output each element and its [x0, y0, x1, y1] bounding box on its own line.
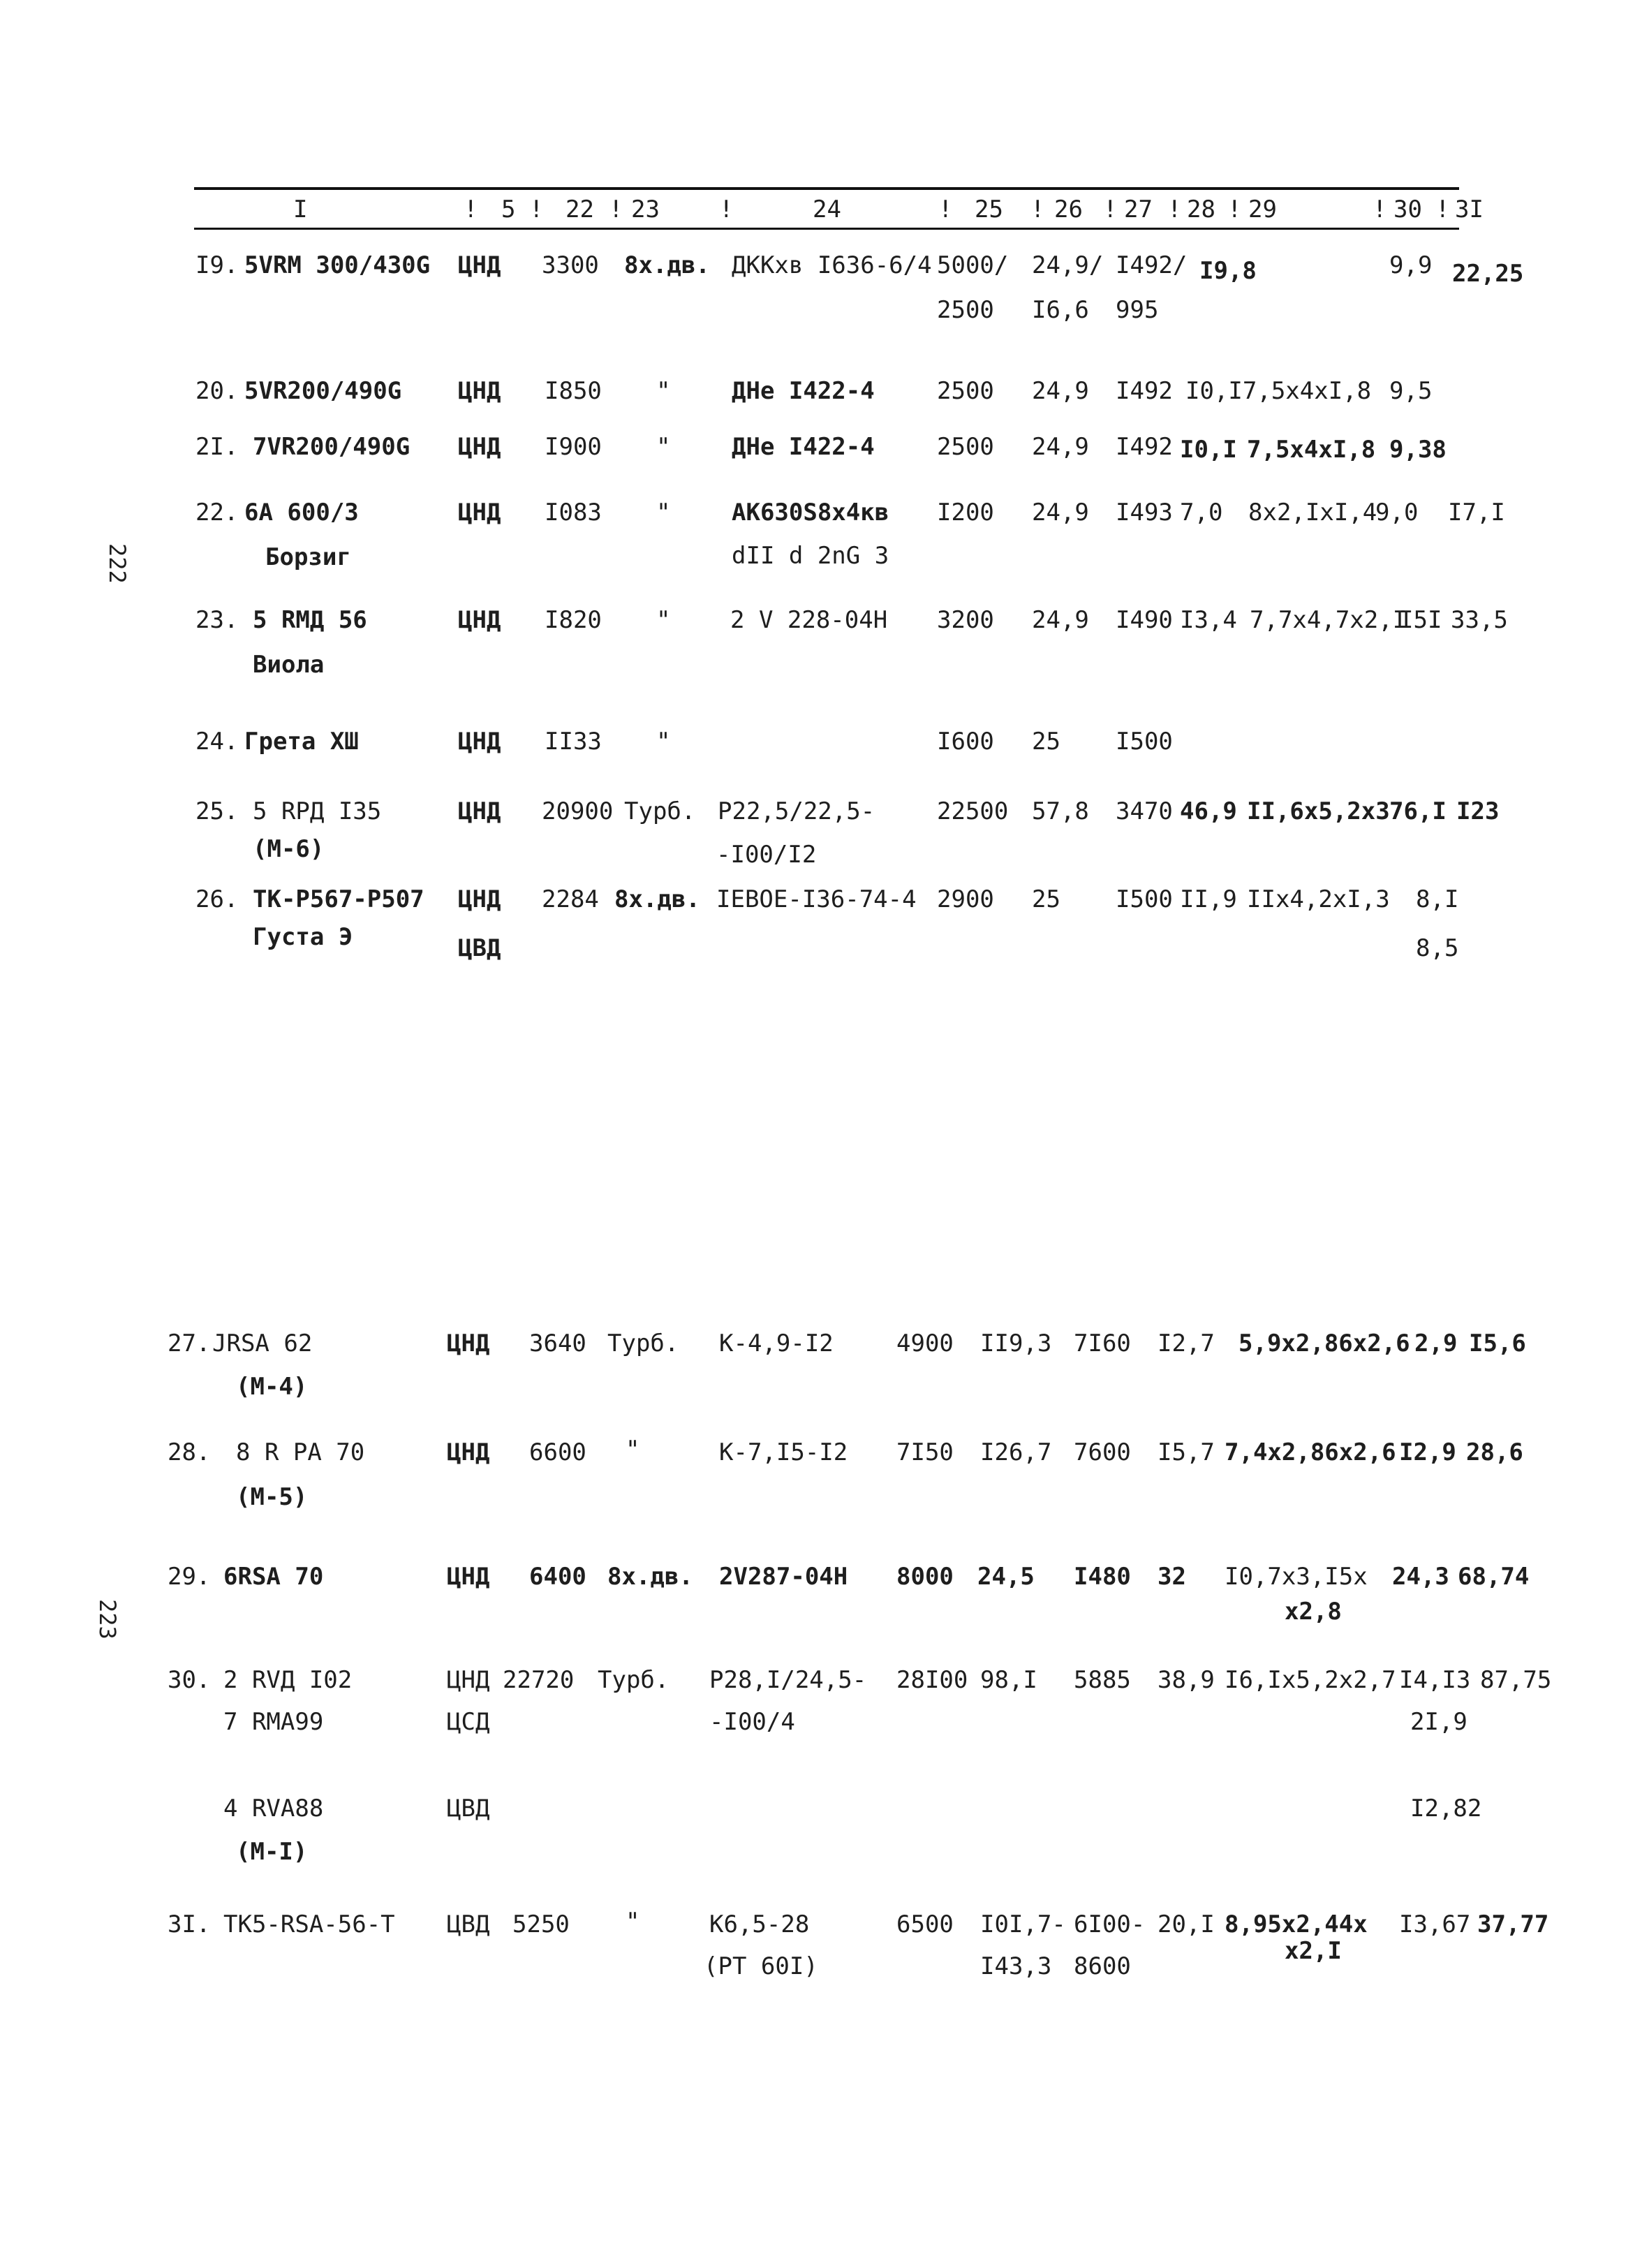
row-number: 28. — [168, 1438, 211, 1466]
cell-c27: 995 — [1116, 296, 1159, 324]
cell-c26: II9,3 — [980, 1330, 1052, 1357]
row-number: 3I. — [168, 1910, 211, 1938]
cell-c5: ЦНД — [458, 251, 501, 279]
cell-c25: 22500 — [937, 797, 1009, 825]
cell-c29: 8x2,IxI,4 — [1248, 499, 1377, 526]
cell-c22: I820 — [545, 606, 602, 634]
header-col-1: I — [293, 196, 308, 223]
cell-c24-line2: -I00/4 — [709, 1708, 795, 1736]
cell-c29-line2: x2,I — [1285, 1937, 1342, 1965]
cell-c31: 87,75 — [1480, 1666, 1552, 1694]
cell-c27: I490 — [1116, 606, 1173, 634]
cell-c31: 37,77 — [1477, 1910, 1549, 1938]
machine-name: 6A 600/3 — [244, 499, 359, 526]
cell-c27: 7I60 — [1074, 1330, 1131, 1357]
cell-c26: I0I,7- — [980, 1910, 1066, 1938]
cell-c28: 20,I — [1158, 1910, 1215, 1938]
machine-name: Грета ХШ — [244, 728, 359, 756]
cell-c27: I500 — [1116, 728, 1173, 756]
cell-c29: IIx4,2xI,3 — [1247, 885, 1390, 913]
header-sep: ! — [1227, 196, 1242, 223]
cell-c30: I5I — [1399, 606, 1442, 634]
cell-c26: 24,9 — [1032, 606, 1089, 634]
machine-name: ТК5-RSA-56-Т — [223, 1910, 395, 1938]
cell-c30-line3: I2,82 — [1410, 1795, 1482, 1822]
cell-c23: 8х.дв. — [624, 251, 710, 279]
header-col-30: 30 — [1393, 196, 1422, 223]
cell-c23: Турб. — [624, 797, 696, 825]
cell-c27: 3470 — [1116, 797, 1173, 825]
cell-c28: I3,4 — [1180, 606, 1237, 634]
cell-c24: AK630S8x4кв — [732, 499, 889, 526]
cell-c22: 3300 — [542, 251, 599, 279]
cell-c28: I0,I7,5x4xI,8 — [1185, 377, 1372, 405]
header-col-24: 24 — [813, 196, 841, 223]
row-number: 25. — [195, 797, 239, 825]
cell-c30: 9,5 — [1389, 377, 1433, 405]
cell-c25: 4900 — [896, 1330, 954, 1357]
cell-c5: ЦНД — [458, 433, 501, 461]
header-col-26: 26 — [1054, 196, 1083, 223]
cell-c25: I600 — [937, 728, 994, 756]
cell-c30: I4,I3 — [1399, 1666, 1471, 1694]
cell-c26: 24,9 — [1032, 377, 1089, 405]
cell-c29: 5,9x2,86x2,6 — [1238, 1330, 1410, 1357]
cell-c25: 8000 — [896, 1563, 954, 1591]
cell-c26: 24,9 — [1032, 433, 1089, 461]
cell-c31: 68,74 — [1458, 1563, 1530, 1591]
cell-c27-line2: 8600 — [1074, 1952, 1131, 1980]
machine-name: 5 RРД I35 — [253, 797, 382, 825]
header-sep: ! — [1103, 196, 1118, 223]
cell-c28: I9,8 — [1199, 257, 1257, 285]
header-sep: ! — [719, 196, 734, 223]
cell-c24-line2: (РТ 60I) — [704, 1952, 818, 1980]
cell-c25: 2500 — [937, 433, 994, 461]
header-col-5: 5 — [501, 196, 516, 223]
cell-c23: 8х.дв. — [614, 885, 700, 913]
cell-c30: 9,38 — [1389, 436, 1447, 464]
machine-name: ТК-Р567-Р507 — [253, 885, 424, 913]
cell-c28: I0,I — [1180, 436, 1237, 464]
cell-c5: ЦВД — [447, 1910, 490, 1938]
cell-c28: 7,0 — [1180, 499, 1223, 526]
cell-c29-line2: x2,8 — [1285, 1598, 1342, 1626]
cell-c28: II,9 — [1180, 885, 1237, 913]
cell-c26: 25 — [1032, 885, 1060, 913]
cell-c30: I3,67 — [1399, 1910, 1471, 1938]
cell-c23: " — [656, 606, 671, 634]
cell-c24: P22,5/22,5- — [718, 797, 875, 825]
machine-name-line2: (М-5) — [236, 1483, 308, 1511]
cell-c25: 2900 — [937, 885, 994, 913]
cell-c5: ЦНД — [458, 885, 501, 913]
cell-c25: 28I00 — [896, 1666, 968, 1694]
machine-name-line4: (М-I) — [236, 1838, 308, 1866]
cell-c23: " — [656, 728, 671, 756]
cell-c25: 5000/ — [937, 251, 1009, 279]
header-col-22: 22 — [565, 196, 594, 223]
cell-c27: I480 — [1074, 1563, 1131, 1591]
cell-c5-line2: ЦСД — [447, 1708, 490, 1736]
row-number: 2I. — [195, 433, 239, 461]
cell-c30-line2: 8,5 — [1416, 934, 1459, 962]
header-col-23: 23 — [631, 196, 660, 223]
header-sep: ! — [1373, 196, 1387, 223]
cell-c23: 8х.дв. — [607, 1563, 693, 1591]
cell-c28: 32 — [1158, 1563, 1186, 1591]
cell-c31: 22,25 — [1452, 260, 1524, 288]
header-sep: ! — [464, 196, 478, 223]
cell-c27: I492/ — [1116, 251, 1188, 279]
cell-c5-line2: ЦВД — [458, 934, 501, 962]
cell-c29: 7,7x4,7x2,I — [1250, 606, 1407, 634]
machine-name: 2 RVД I02 — [223, 1666, 353, 1694]
machine-name: 6RSA 70 — [223, 1563, 324, 1591]
cell-c26-line2: I43,3 — [980, 1952, 1052, 1980]
header-col-27: 27 — [1124, 196, 1153, 223]
machine-name-line2: (М-6) — [253, 835, 325, 863]
header-sep: ! — [1435, 196, 1450, 223]
cell-c5: ЦНД — [458, 728, 501, 756]
header-col-25: 25 — [975, 196, 1003, 223]
cell-c28: 46,9 — [1180, 797, 1237, 825]
cell-c23: " — [626, 1908, 640, 1936]
cell-c26: 25 — [1032, 728, 1060, 756]
cell-c23: " — [656, 499, 671, 526]
cell-c5: ЦНД — [458, 499, 501, 526]
cell-c30-line2: 2I,9 — [1410, 1708, 1467, 1736]
cell-c22: 22720 — [503, 1666, 575, 1694]
cell-c22: 20900 — [542, 797, 614, 825]
cell-c5: ЦНД — [458, 797, 501, 825]
cell-c30: 24,3 — [1392, 1563, 1449, 1591]
machine-name-line2: Борзиг — [265, 543, 351, 571]
cell-c26: 57,8 — [1032, 797, 1089, 825]
header-col-28: 28 — [1187, 196, 1215, 223]
cell-c25: 3200 — [937, 606, 994, 634]
cell-c24: 2 V 228-04H — [730, 606, 888, 634]
row-number: I9. — [195, 251, 239, 279]
header-top-rule — [194, 187, 1459, 190]
cell-c24: К-4,9-I2 — [719, 1330, 834, 1357]
cell-c22: 6600 — [529, 1438, 586, 1466]
page-number-lower: 223 — [94, 1599, 121, 1640]
row-number: 27. — [168, 1330, 211, 1357]
cell-c26: 98,I — [980, 1666, 1037, 1694]
cell-c25: I200 — [937, 499, 994, 526]
cell-c23: Турб. — [598, 1666, 670, 1694]
cell-c22: I083 — [545, 499, 602, 526]
cell-c30: 9,9 — [1389, 251, 1433, 279]
row-number: 22. — [195, 499, 239, 526]
cell-c29: II,6x5,2x3 — [1247, 797, 1390, 825]
cell-c25: 7I50 — [896, 1438, 954, 1466]
cell-c24: ДНе I422-4 — [732, 433, 875, 461]
cell-c5: ЦНД — [447, 1563, 490, 1591]
row-number: 29. — [168, 1563, 211, 1591]
header-col-29: 29 — [1248, 196, 1277, 223]
cell-c5: ЦНД — [458, 606, 501, 634]
machine-name-line2: 7 RMA99 — [223, 1708, 324, 1736]
machine-name: 7VR200/490G — [253, 433, 411, 461]
cell-c22: 5250 — [512, 1910, 570, 1938]
header-col-31: 3I — [1455, 196, 1484, 223]
cell-c27: I492 — [1116, 433, 1173, 461]
cell-c25: 2500 — [937, 377, 994, 405]
cell-c24: ДНе I422-4 — [732, 377, 875, 405]
cell-c27: 6I00- — [1074, 1910, 1146, 1938]
cell-c24: К-7,I5-I2 — [719, 1438, 848, 1466]
cell-c5: ЦНД — [458, 377, 501, 405]
cell-c5: ЦНД — [447, 1666, 490, 1694]
cell-c26: I6,6 — [1032, 296, 1089, 324]
cell-c25: 6500 — [896, 1910, 954, 1938]
machine-name-line2: Виола — [253, 651, 325, 679]
cell-c27: I500 — [1116, 885, 1173, 913]
cell-c24: 2V287-04H — [719, 1563, 848, 1591]
cell-c29: 7,5x4xI,8 — [1247, 436, 1376, 464]
cell-c27: I492 — [1116, 377, 1173, 405]
cell-c22: I850 — [545, 377, 602, 405]
cell-c5: ЦНД — [447, 1438, 490, 1466]
cell-c22: II33 — [545, 728, 602, 756]
machine-name: 5 RМД 56 — [253, 606, 367, 634]
cell-c22: 6400 — [529, 1563, 586, 1591]
cell-c24: P28,I/24,5- — [709, 1666, 867, 1694]
cell-c5: ЦНД — [447, 1330, 490, 1357]
machine-name-line3: 4 RVA88 — [223, 1795, 324, 1822]
row-number: 23. — [195, 606, 239, 634]
cell-c31: 28,6 — [1466, 1438, 1523, 1466]
cell-c31: I23 — [1456, 797, 1500, 825]
header-sep: ! — [609, 196, 623, 223]
cell-c29: I0,7x3,I5x — [1225, 1563, 1368, 1591]
cell-c26: I26,7 — [980, 1438, 1052, 1466]
cell-c23: Турб. — [607, 1330, 679, 1357]
cell-c31: 33,5 — [1451, 606, 1508, 634]
row-number: 30. — [168, 1666, 211, 1694]
machine-name-line2: (М-4) — [236, 1373, 308, 1401]
machine-name-line2: Густа Э — [253, 923, 353, 951]
machine-name: 5VR200/490G — [244, 377, 402, 405]
cell-c29: I6,Ix5,2x2,7 — [1225, 1666, 1396, 1694]
cell-c30: 9,0 — [1375, 499, 1419, 526]
cell-c26: 24,5 — [977, 1563, 1035, 1591]
cell-c24: ДККхв I636-6/4 — [732, 251, 932, 279]
cell-c26: 24,9/ — [1032, 251, 1104, 279]
cell-c24: IEBOE-I36-74-4 — [716, 885, 917, 913]
cell-c29: 8,95x2,44x — [1225, 1910, 1368, 1938]
cell-c30: 2,9 — [1414, 1330, 1458, 1357]
cell-c5-line3: ЦВД — [447, 1795, 490, 1822]
cell-c22: 3640 — [529, 1330, 586, 1357]
row-number: 20. — [195, 377, 239, 405]
cell-c25: 2500 — [937, 296, 994, 324]
cell-c30: 8,I — [1416, 885, 1459, 913]
header-sep: ! — [1167, 196, 1182, 223]
cell-c28: I2,7 — [1158, 1330, 1215, 1357]
cell-c28: I5,7 — [1158, 1438, 1215, 1466]
header-bottom-rule — [194, 228, 1459, 230]
cell-c27: 5885 — [1074, 1666, 1131, 1694]
row-number: 26. — [195, 885, 239, 913]
machine-name: 8 R РА 70 — [236, 1438, 365, 1466]
cell-c27: I493 — [1116, 499, 1173, 526]
cell-c31: I7,I — [1448, 499, 1505, 526]
cell-c26: 24,9 — [1032, 499, 1089, 526]
cell-c28: 38,9 — [1158, 1666, 1215, 1694]
cell-c24-line2: dII d 2nG 3 — [732, 542, 889, 570]
machine-name: 5VRM 300/430G — [244, 251, 431, 279]
cell-c23: " — [656, 433, 671, 461]
cell-c23: " — [626, 1436, 640, 1464]
machine-name: JRSA 62 — [212, 1330, 313, 1357]
header-sep: ! — [938, 196, 953, 223]
cell-c30: 76,I — [1389, 797, 1447, 825]
cell-c30: I2,9 — [1399, 1438, 1456, 1466]
cell-c27: 7600 — [1074, 1438, 1131, 1466]
cell-c31: I5,6 — [1469, 1330, 1526, 1357]
row-number: 24. — [195, 728, 239, 756]
cell-c24-line2: -I00/I2 — [716, 841, 817, 869]
cell-c29: 7,4x2,86x2,6 — [1225, 1438, 1396, 1466]
cell-c24: К6,5-28 — [709, 1910, 810, 1938]
cell-c22: 2284 — [542, 885, 599, 913]
cell-c23: " — [656, 377, 671, 405]
cell-c22: I900 — [545, 433, 602, 461]
header-sep: ! — [1030, 196, 1045, 223]
header-sep: ! — [529, 196, 544, 223]
page-number-upper: 222 — [104, 543, 131, 584]
